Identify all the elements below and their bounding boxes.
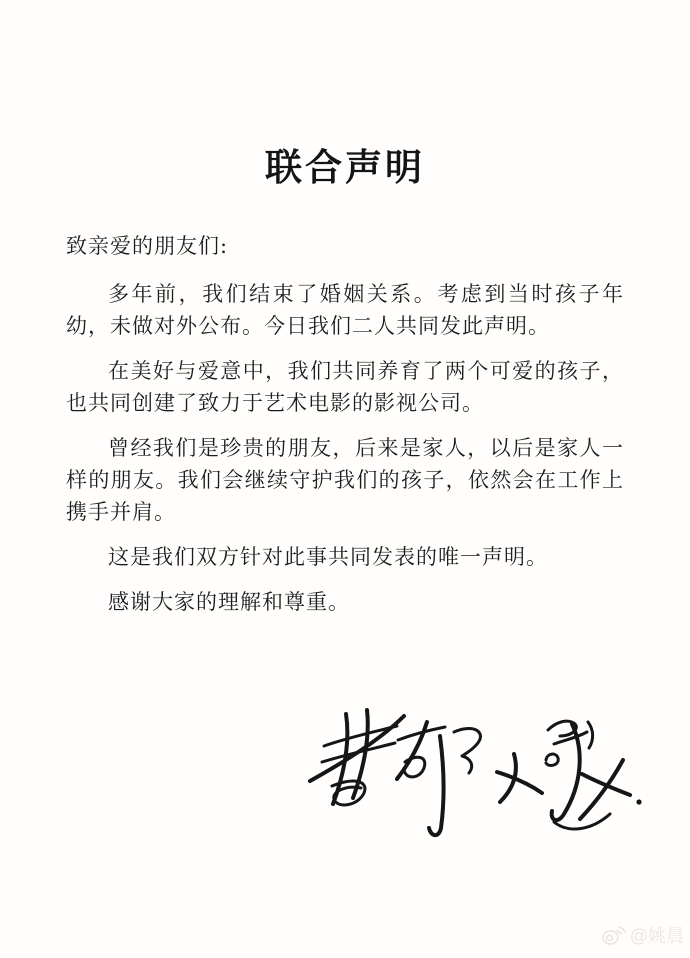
weibo-watermark — [601, 922, 684, 948]
weibo-logo-icon — [601, 923, 627, 947]
salutation: 致亲爱的朋友们: — [66, 234, 229, 258]
paragraph-3: 曾经我们是珍贵的朋友，后来是家人，以后是家人一样的朋友。我们会继续守护我们的孩子，依然会在工作上携手并肩。 — [66, 436, 624, 524]
paragraph-1: 多年前，我们结束了婚姻关系。考虑到当时孩子年幼，未做对外公布。今日我们二人共同发此声明。 — [66, 282, 624, 338]
watermark-handle: @姚晨 — [629, 926, 684, 946]
statement-title: 联合声明 — [265, 147, 425, 189]
signature-cao-yu — [310, 710, 481, 835]
signature-yao-chen — [497, 721, 642, 829]
statement-body — [66, 230, 624, 618]
signature-dot — [636, 799, 641, 804]
paragraph-2: 在美好与爱意中，我们共同养育了两个可爱的孩子，也共同创建了致力于艺术电影的影视公司。 — [66, 359, 624, 415]
paragraph-4: 这是我们双方针对此事共同发表的唯一声明。 — [108, 545, 548, 569]
handwritten-signatures — [302, 688, 647, 858]
paragraph-5: 感谢大家的理解和尊重。 — [108, 590, 350, 614]
